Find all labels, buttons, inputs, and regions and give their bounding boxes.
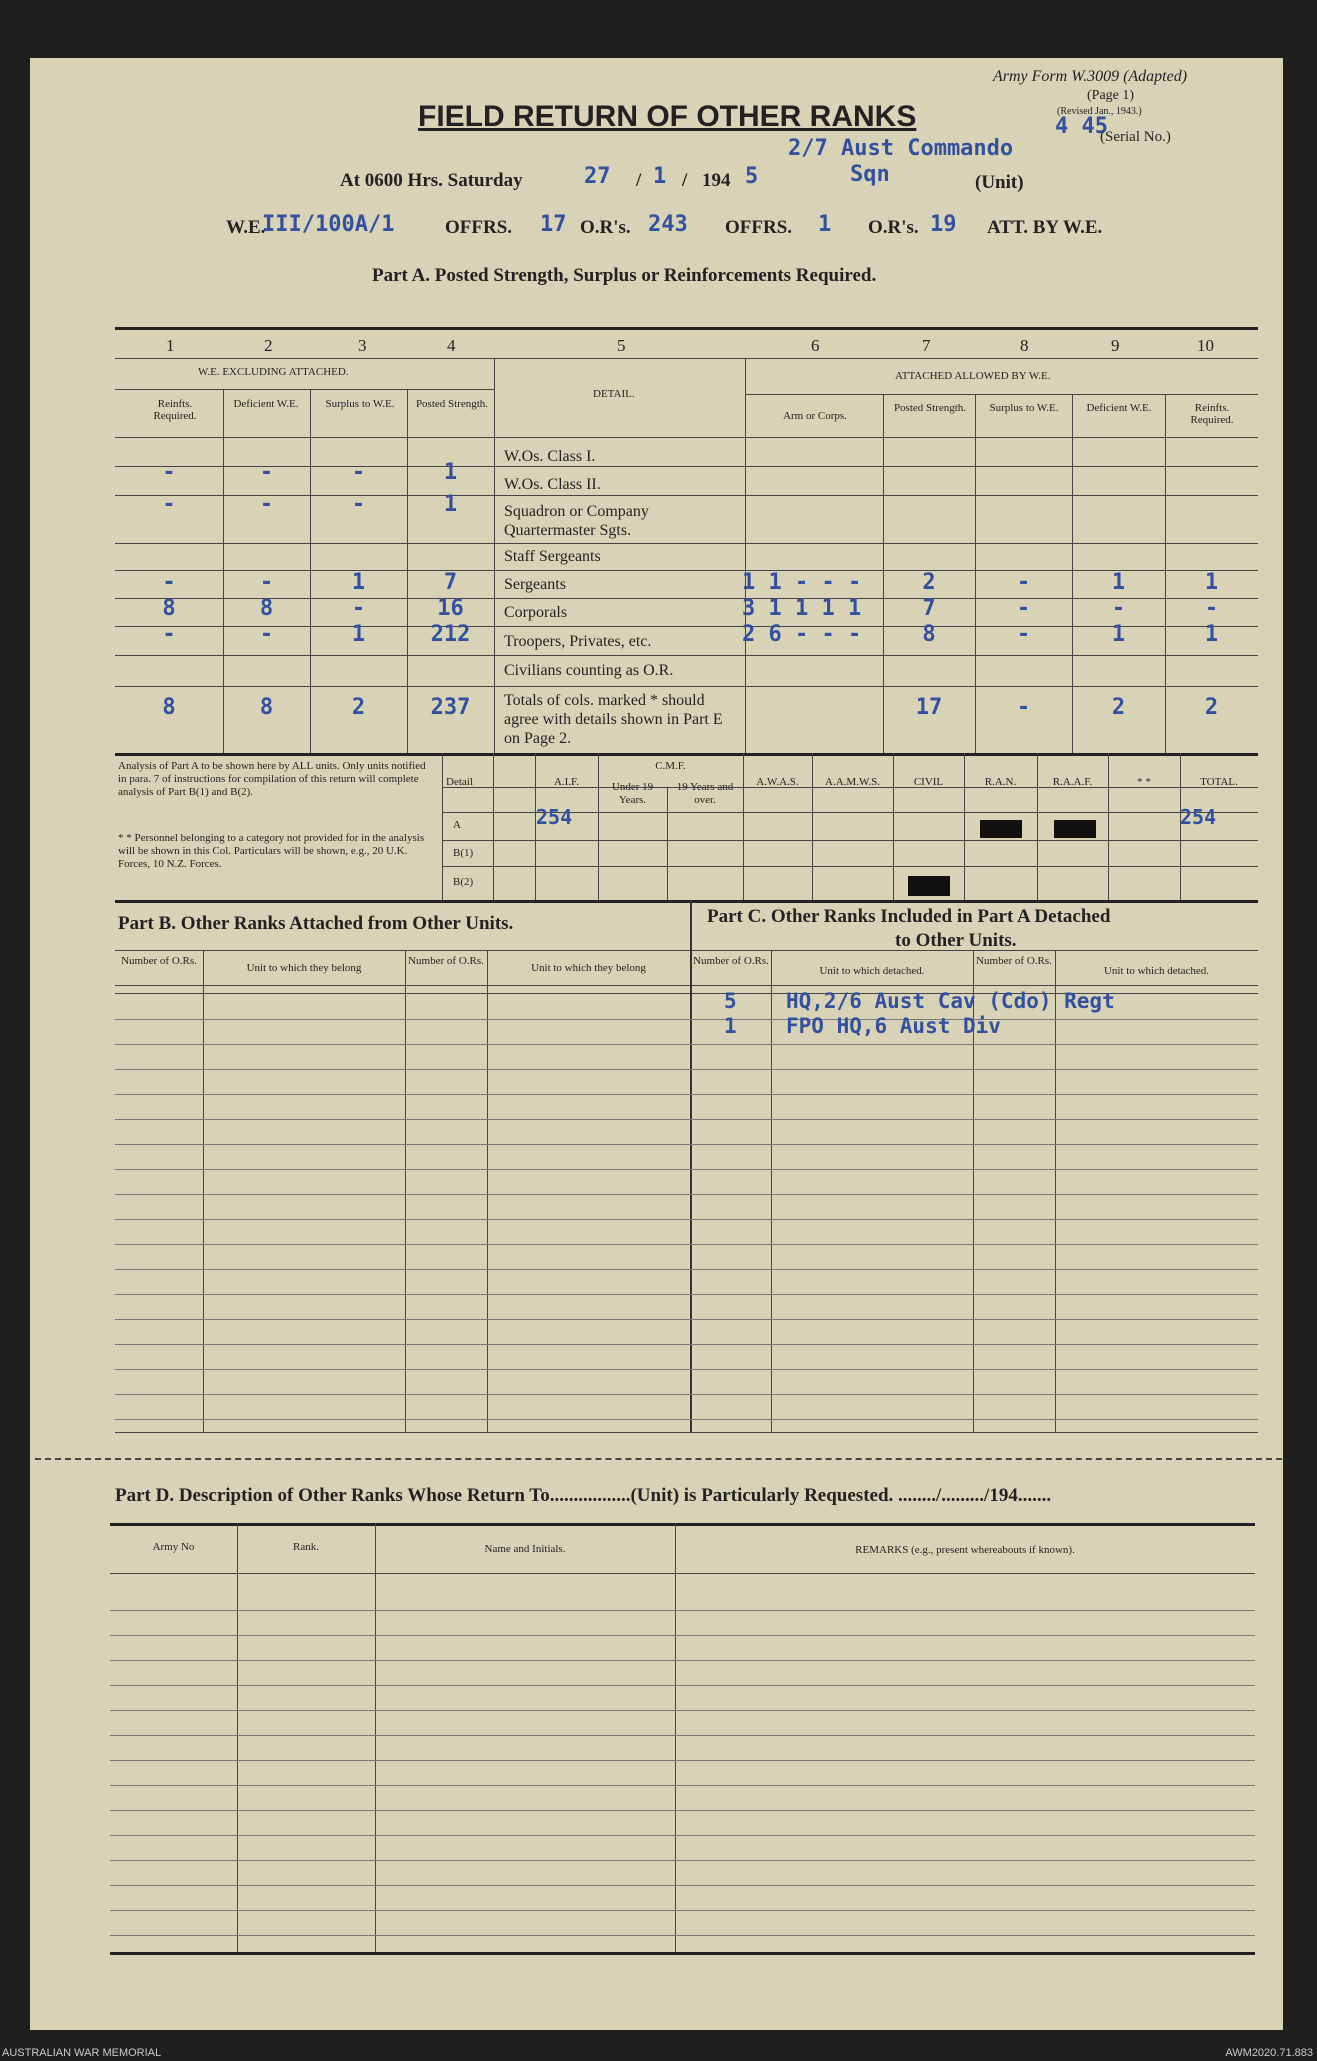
- header-surplus-we-att: Surplus to W.E.: [989, 402, 1059, 414]
- analysis-header-aif: A.I.F.: [553, 776, 580, 788]
- cell: 1: [443, 460, 458, 485]
- header-arm-or-corps: Arm or Corps.: [783, 410, 847, 422]
- ruled-line: [115, 1419, 1258, 1420]
- col-number-1: 1: [166, 336, 175, 355]
- date-day: 27: [584, 164, 611, 189]
- col-number-5: 5: [617, 336, 626, 355]
- ruled-line: [110, 1835, 1255, 1836]
- offrs-label: OFFRS.: [445, 217, 513, 238]
- row-detail-wo1: W.Os. Class I.: [504, 448, 596, 465]
- date-month: 1: [653, 164, 667, 189]
- ruled-line: [115, 1269, 1258, 1270]
- row-detail-troopers: Troopers, Privates, etc.: [504, 633, 652, 650]
- header-posted-strength: Posted Strength.: [415, 398, 489, 410]
- cell-total: 2: [1111, 695, 1126, 720]
- cell: 8: [259, 596, 274, 621]
- ruled-line: [115, 1244, 1258, 1245]
- ruled-line: [110, 1860, 1255, 1861]
- part-b-header-number-1: Number of O.Rs.: [121, 955, 197, 967]
- part-c-title-1: Part C. Other Ranks Included in Part A Detached: [707, 906, 1111, 927]
- analysis-header-total: TOTAL.: [1200, 776, 1238, 788]
- cell: 2: [922, 570, 936, 595]
- cell-total: 17: [915, 695, 943, 720]
- ruled-line: [115, 1094, 1258, 1095]
- redaction-ran: [980, 820, 1022, 838]
- ruled-line: [110, 1810, 1255, 1811]
- cell: -: [259, 492, 274, 517]
- page-number: (Page 1): [1087, 88, 1135, 103]
- analysis-header-ran: R.A.N.: [984, 776, 1017, 788]
- offrs2-value: 1: [818, 212, 832, 237]
- cell: -: [259, 622, 274, 647]
- ruled-line: [110, 1785, 1255, 1786]
- ruled-line: [110, 1685, 1255, 1686]
- ruled-line: [115, 1344, 1258, 1345]
- redaction-civil: [908, 876, 950, 896]
- cell: 7: [922, 596, 936, 621]
- cell: 1: [1111, 622, 1126, 647]
- detail-label: DETAIL.: [593, 388, 635, 400]
- analysis-header-19over: 19 Years and over.: [676, 781, 734, 806]
- analysis-total-a: 254: [1180, 805, 1217, 829]
- ruled-line: [115, 1394, 1258, 1395]
- part-c-header-number-1: Number of O.Rs.: [693, 955, 769, 967]
- cell-total: 2: [351, 695, 366, 720]
- ruled-line: [110, 1760, 1255, 1761]
- part-d-title: Part D. Description of Other Ranks Whose Return To.................(Unit) is Particularly Requested. ......../........./194.......: [115, 1485, 1052, 1506]
- cell: 2 6 - - -: [742, 622, 862, 647]
- year-suffix: 5: [745, 164, 759, 189]
- analysis-header-other: * *: [1137, 776, 1151, 788]
- serial-no-typed: 4 45: [1055, 114, 1108, 139]
- row-detail-wo2: W.Os. Class II.: [504, 476, 601, 493]
- analysis-header-aamws: A.A.M.W.S.: [825, 776, 880, 788]
- cell: 1: [351, 570, 366, 595]
- cell: -: [351, 596, 366, 621]
- page-title: FIELD RETURN OF OTHER RANKS: [418, 100, 917, 133]
- tear-line: [35, 1458, 1282, 1460]
- analysis-row-b1: B(1): [453, 847, 474, 859]
- row-detail-staff-sergeants: Staff Sergeants: [504, 548, 601, 565]
- cell: 212: [430, 622, 471, 647]
- part-a-title: Part A. Posted Strength, Surplus or Reinforcements Required.: [372, 265, 877, 286]
- row-detail-sergeants: Sergeants: [504, 576, 566, 593]
- analysis-header-awas: A.W.A.S.: [756, 776, 799, 788]
- ors2-value: 19: [930, 212, 957, 237]
- ruled-line: [110, 1735, 1255, 1736]
- cell: 7: [443, 570, 458, 595]
- cell-total: 8: [162, 695, 176, 720]
- cell: -: [1111, 596, 1126, 621]
- part-c-header-unit-1: Unit to which detached.: [819, 965, 925, 977]
- part-c-entry-2-number: 1: [724, 1014, 737, 1038]
- header-deficient-we-att: Deficient W.E.: [1086, 402, 1152, 414]
- cell: -: [1016, 596, 1031, 621]
- part-b-header-unit-1: Unit to which they belong: [246, 962, 362, 974]
- ruled-line: [110, 1885, 1255, 1886]
- header-reinfts-required: Reinfts. Required.: [153, 398, 197, 422]
- ors-value: 243: [648, 212, 688, 237]
- header-posted-strength-att: Posted Strength.: [893, 402, 967, 414]
- footer-right: AWM2020.71.883: [1225, 2047, 1313, 2059]
- col-number-2: 2: [264, 336, 273, 355]
- part-c-entry-1-number: 5: [724, 989, 737, 1013]
- we-value: III/100A/1: [262, 212, 395, 237]
- cell: 8: [922, 622, 936, 647]
- ruled-line: [115, 1219, 1258, 1220]
- col-number-9: 9: [1111, 336, 1120, 355]
- part-b-title: Part B. Other Ranks Attached from Other Units.: [118, 913, 514, 934]
- part-c-header-number-2: Number of O.Rs.: [976, 955, 1052, 967]
- at-label: At 0600 Hrs. Saturday: [340, 170, 523, 191]
- part-d-header-rank: Rank.: [293, 1541, 319, 1553]
- header-deficient-we: Deficient W.E.: [233, 398, 299, 410]
- col-number-4: 4: [447, 336, 456, 355]
- header-reinfts-required-att: Reinfts. Required.: [1190, 402, 1234, 426]
- cell: -: [259, 570, 274, 595]
- cell: 16: [437, 596, 464, 621]
- col-number-6: 6: [811, 336, 820, 355]
- ruled-line: [115, 1294, 1258, 1295]
- row-detail-totals: Totals of cols. marked * should agree with details shown in Part E on Page 2.: [504, 692, 723, 747]
- cell: 1: [1204, 570, 1219, 595]
- ruled-line: [110, 1910, 1255, 1911]
- cell: 3 1 1 1 1: [742, 596, 862, 621]
- cell-total: -: [1016, 695, 1031, 720]
- ruled-line: [110, 1635, 1255, 1636]
- unit-typed-line2: Sqn: [850, 162, 890, 187]
- cell: 8: [162, 596, 176, 621]
- serial-no-label: (Serial No.): [1100, 129, 1171, 145]
- cell: -: [162, 570, 176, 595]
- part-c-header-unit-2: Unit to which detached.: [1103, 965, 1210, 977]
- header-surplus-we: Surplus to W.E.: [325, 398, 395, 410]
- analysis-note-2: * * Personnel belonging to a category not provided for in the analysis will be shown in this Col. Particulars will be shown, e.g., 20 U.K. Forces, 10 N.Z. Forces.: [118, 832, 425, 870]
- cell-total: 237: [430, 695, 471, 720]
- cell: 1: [351, 622, 366, 647]
- offrs2-label: OFFRS.: [725, 217, 793, 238]
- cell: -: [162, 622, 176, 647]
- ruled-line: [115, 1194, 1258, 1195]
- cell: -: [162, 492, 176, 517]
- part-d-header-name: Name and Initials.: [484, 1543, 566, 1555]
- ruled-line: [115, 1044, 1258, 1045]
- cell: -: [1016, 622, 1031, 647]
- col-number-10: 10: [1197, 336, 1214, 355]
- ruled-line: [110, 1610, 1255, 1611]
- year-prefix: 194: [702, 170, 731, 191]
- unit-typed-line1: 2/7 Aust Commando: [788, 136, 1014, 161]
- revised-label: (Revised Jan., 1943.): [1057, 106, 1142, 117]
- cell-total: 8: [259, 695, 274, 720]
- row-detail-civilians: Civilians counting as O.R.: [504, 662, 674, 679]
- part-c-entry-1-unit: HQ,2/6 Aust Cav (Cdo) Regt: [786, 989, 1115, 1013]
- part-b-header-number-2: Number of O.Rs.: [408, 955, 484, 967]
- ors-label: O.R's.: [580, 217, 631, 238]
- army-form-label: Army Form W.3009 (Adapted): [993, 68, 1188, 85]
- ruled-line: [110, 1935, 1255, 1936]
- cell: 1: [1111, 570, 1126, 595]
- analysis-header-civil: CIVIL: [913, 776, 944, 788]
- ors2-label: O.R's.: [868, 217, 919, 238]
- ruled-line: [115, 1144, 1258, 1145]
- ruled-line: [115, 1319, 1258, 1320]
- ruled-line: [115, 1369, 1258, 1370]
- analysis-header-under19: Under 19 Years.: [611, 781, 654, 806]
- cell: 1 1 - - -: [742, 570, 862, 595]
- part-c-title-2: to Other Units.: [895, 930, 1017, 951]
- part-d-header-remarks: REMARKS (e.g., present whereabouts if known).: [855, 1544, 1075, 1556]
- analysis-note: Analysis of Part A to be shown here by ALL units. Only units notified in para. 7 of instructions for compilation of this return will complete analysis of Part B(1) and B(2).: [118, 760, 426, 798]
- analysis-header-raaf: R.A.A.F.: [1052, 776, 1093, 788]
- row-detail-cqms: Squadron or Company Quartermaster Sgts.: [504, 503, 649, 539]
- cell: -: [1016, 570, 1031, 595]
- analysis-aif-a: 254: [536, 805, 573, 829]
- part-c-entry-2-unit: FPO HQ,6 Aust Div: [786, 1014, 1001, 1038]
- cell-total: 2: [1204, 695, 1219, 720]
- ruled-line: [115, 1069, 1258, 1070]
- redaction-raaf: [1054, 820, 1096, 838]
- row-detail-corporals: Corporals: [504, 604, 568, 621]
- unit-label: (Unit): [975, 172, 1024, 193]
- cell: 1: [443, 492, 458, 517]
- part-d-header-army-no: Army No: [152, 1541, 195, 1553]
- part-b-header-unit-2: Unit to which they belong: [531, 962, 646, 974]
- cell: -: [259, 460, 274, 485]
- footer-left: AUSTRALIAN WAR MEMORIAL: [2, 2047, 162, 2059]
- ruled-line: [110, 1660, 1255, 1661]
- col-number-8: 8: [1020, 336, 1029, 355]
- col-number-3: 3: [358, 336, 367, 355]
- ruled-line: [115, 1019, 1258, 1020]
- we-label: W.E.: [226, 217, 266, 238]
- att-label: ATT. BY W.E.: [987, 217, 1103, 238]
- cell: -: [1204, 596, 1219, 621]
- offrs-value: 17: [540, 212, 567, 237]
- ruled-line: [110, 1710, 1255, 1711]
- col-number-7: 7: [922, 336, 931, 355]
- cell: -: [351, 492, 366, 517]
- cell: -: [351, 460, 366, 485]
- analysis-row-a: A: [453, 819, 461, 831]
- analysis-header-cmf: C.M.F.: [655, 760, 686, 772]
- ruled-line: [115, 1119, 1258, 1120]
- attached-allowed-label: ATTACHED ALLOWED BY W.E.: [895, 370, 1051, 382]
- analysis-row-b2: B(2): [453, 876, 474, 888]
- cell: -: [162, 460, 176, 485]
- ruled-line: [115, 1169, 1258, 1170]
- we-excluding-attached-label: W.E. EXCLUDING ATTACHED.: [198, 366, 349, 378]
- analysis-detail-label: Detail: [446, 776, 473, 788]
- cell: 1: [1204, 622, 1219, 647]
